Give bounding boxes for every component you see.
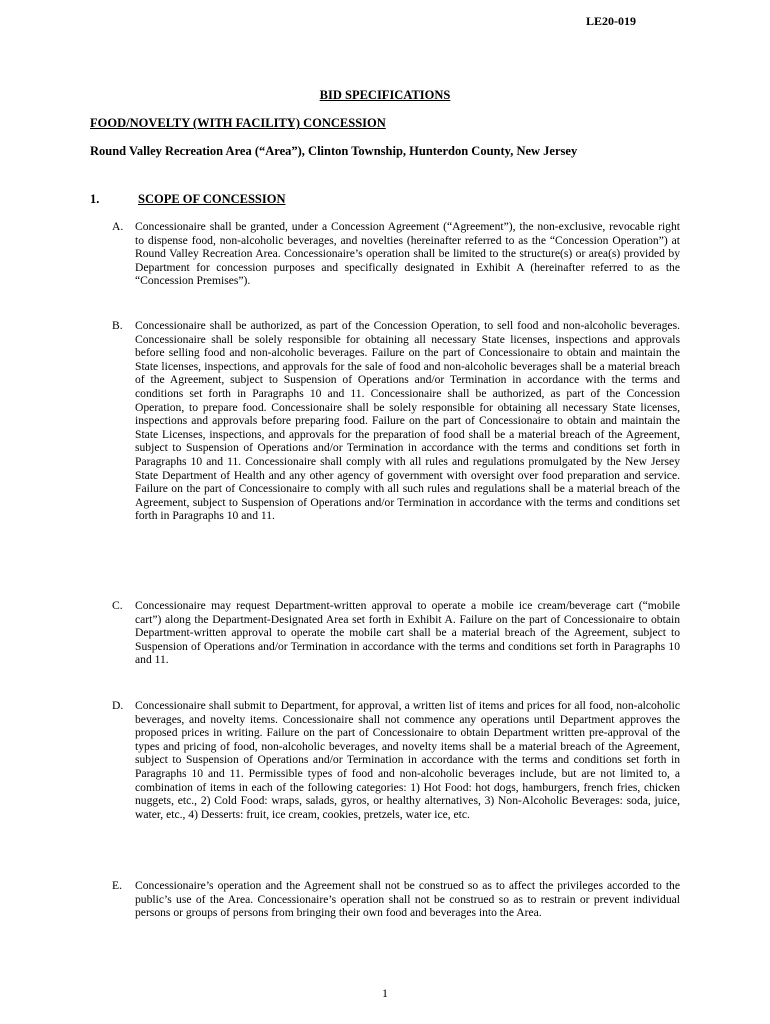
paragraph-text: Concessionaire may request Department-written approval to operate a mobile ice cream/beverage cart (“mobile cart”) along the Department-Designated Area set forth in Exhibit A. Failure on the part of Concessionaire to obtain Department-written approval to operate the mobile cart shall be a material breach of the Agreement, subject to Suspension of Operations and/or Termination in accordance with the terms and conditions set forth in Paragraphs 10 and 11.: [135, 599, 680, 667]
document-number: LE20-019: [585, 14, 636, 28]
paragraph-text: Concessionaire shall be granted, under a Concession Agreement (“Agreement”), the non-exclusive, revocable right to dispense food, non-alcoholic beverages, and novelties (hereinafter referred to as the “Concession Operation”) at Round Valley Recreation Area. Concessionaire’s operation shall be limited to the structure(s) or area(s) provided by Department for concession purposes and specifically designated in Exhibit A (hereinafter referred to as the “Concession Premises”).: [135, 220, 680, 288]
section-heading: [90, 192, 285, 207]
paragraph-d: [112, 699, 680, 821]
paragraph-text: Concessionaire shall submit to Department, for approval, a written list of items and prices for all food, non-alcoholic beverages, and novelty items. Concessionaire shall not commence any operations until Department approves the proposed prices in writing. Failure on the part of Concessionaire to obtain Department written pre-approval of the types and pricing of food, non-alcoholic beverages, and novelty items shall be a material breach of the Agreement, subject to Suspension of Operations and/or Termination in accordance with the terms and conditions set forth in Paragraphs 10 and 11. Permissible types of food and non-alcoholic beverages include, but are not limited to, a combination of items in each of the following categories: 1) Hot Food: hot dogs, hamburgers, french fries, chicken nuggets, etc., 2) Cold Food: wraps, salads, gyros, or healthy alternatives, 3) Non-Alcoholic Beverages: soda, juice, water, etc., 4) Desserts: fruit, ice cream, cookies, pretzels, water ice, etc.: [135, 699, 680, 821]
page-number: 1: [382, 986, 388, 1000]
paragraph-e: [112, 879, 680, 920]
paragraph-letter: D.: [112, 699, 124, 712]
paragraph-letter: E.: [112, 879, 122, 892]
paragraph-a: [112, 220, 680, 288]
section-title: SCOPE OF CONCESSION: [138, 192, 286, 206]
paragraph-text: Concessionaire shall be authorized, as part of the Concession Operation, to sell food and non-alcoholic beverages. Concessionaire shall be solely responsible for obtaining all necessary State licenses, inspections and approvals before selling food and non-alcoholic beverages. Failure on the part of Concessionaire to obtain and maintain the State licenses, inspections, and approvals for the sale of food and non-alcoholic beverages shall be a material breach of the Agreement, subject to Suspension of Operations and/or Termination in accordance with the terms and conditions set forth in Paragraphs 10 and 11. Concessionaire shall be authorized, as part of the Concession Operation, to prepare food. Concessionaire shall be solely responsible for obtaining all necessary State licenses, inspections and approvals before preparing food. Failure on the part of Concessionaire to obtain and maintain the State Licenses, inspections, and approvals for the preparation of food shall be a material breach of the Agreement, subject to Suspension of Operations and/or Termination in accordance with the terms and conditions set forth in Paragraphs 10 and 11. Concessionaire shall comply with all rules and regulations promulgated by the New Jersey State Department of Health and any other agency of government with oversight over food preparation and service. Failure on the part of Concessionaire to comply with all such rules and regulations shall be a material breach of the Agreement, subject to Suspension of Operations and/or Termination in accordance with the terms and conditions set forth in Paragraphs 10 and 11.: [135, 319, 680, 523]
paragraph-letter: A.: [112, 220, 124, 233]
paragraph-b: [112, 319, 680, 523]
document-subtitle: FOOD/NOVELTY (WITH FACILITY) CONCESSION: [90, 116, 386, 130]
document-location: Round Valley Recreation Area (“Area”), Clinton Township, Hunterdon County, New Jersey: [90, 144, 578, 158]
paragraph-letter: C.: [112, 599, 123, 612]
section-number: 1.: [90, 192, 100, 206]
paragraph-letter: B.: [112, 319, 123, 332]
paragraph-c: [112, 599, 680, 667]
paragraph-text: Concessionaire’s operation and the Agreement shall not be construed so as to affect the privileges accorded to the public’s use of the Area. Concessionaire’s operation shall not be construed so as to restrain or prevent individual persons or groups of persons from bringing their own food and beverages into the Area.: [135, 879, 680, 920]
document-title: BID SPECIFICATIONS: [319, 88, 451, 102]
